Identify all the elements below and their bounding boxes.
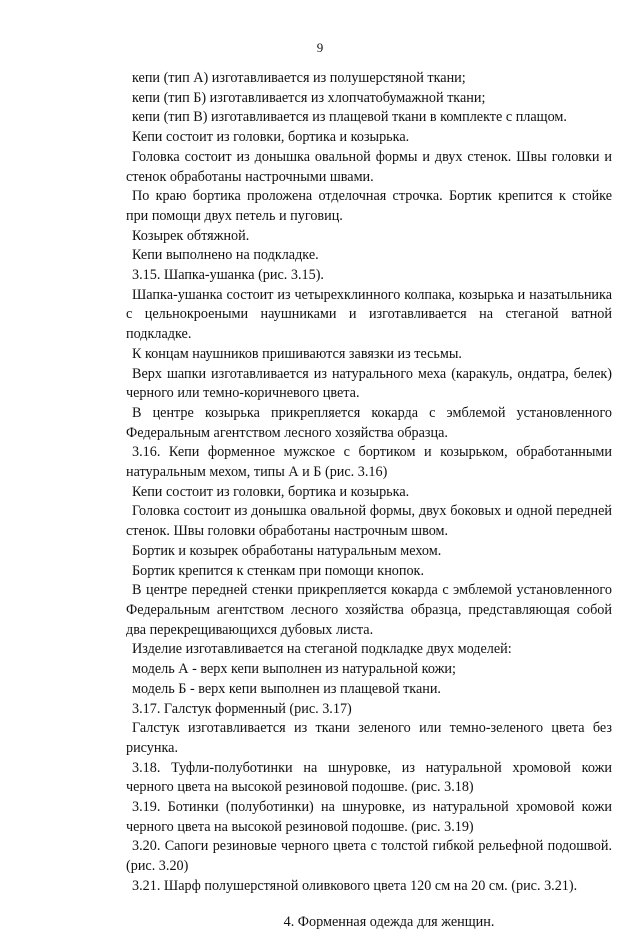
paragraph: Головка состоит из донышка овальной формы, двух боковых и одной передней стенок. Швы головки обработаны настрочным швом. bbox=[126, 503, 612, 540]
paragraph: Головка состоит из донышка овальной формы и двух стенок. Швы головки и стенок обработаны настрочными швами. bbox=[126, 148, 612, 185]
paragraph: кепи (тип В) изготавливается из плащевой ткани в комплекте с плащом. bbox=[132, 109, 567, 126]
paragraph: По краю бортика проложена отделочная строчка. Бортик крепится к стойке при помощи двух петель и пуговиц. bbox=[126, 188, 612, 224]
document-body bbox=[126, 69, 612, 932]
paragraph: кепи (тип Б) изготавливается из хлопчатобумажной ткани; bbox=[132, 89, 486, 106]
paragraph: Бортик крепится к стенкам при помощи кнопок. bbox=[132, 562, 425, 579]
list-item: модель А - верх кепи выполнен из натуральной кожи; bbox=[132, 661, 456, 678]
subsection-heading: 3.20. Сапоги резиновые черного цвета с толстой гибкой рельефной подошвой. (рис. 3.20) bbox=[126, 838, 612, 875]
subsection-heading: 3.17. Галстук форменный (рис. 3.17) bbox=[132, 700, 352, 717]
subsection-heading: 3.16. Кепи форменное мужское с бортиком и козырьком, обработанными натуральным мехом, типы А и Б (рис. 3.16) bbox=[126, 444, 612, 481]
page-number: 9 bbox=[316, 40, 324, 55]
paragraph: В центре козырька прикрепляется кокарда с эмблемой установленного Федеральным агентством лесного хозяйства образца. bbox=[126, 404, 612, 441]
paragraph: Кепи состоит из головки, бортика и козырька. bbox=[132, 483, 410, 500]
section-heading: 4. Форменная одежда для женщин. bbox=[283, 913, 495, 930]
subsection-heading: 3.19. Ботинки (полуботинки) на шнуровке, из натуральной хромовой кожи черного цвета на высокой резиновой подошве. (рис. 3.19) bbox=[126, 799, 612, 835]
subsection-heading: 3.21. Шарф полушерстяной оливкового цвета 120 см на 20 см. (рис. 3.21). bbox=[132, 877, 578, 894]
paragraph: Козырек обтяжной. bbox=[132, 227, 250, 244]
paragraph: Бортик и козырек обработаны натуральным мехом. bbox=[132, 542, 442, 559]
paragraph: Кепи выполнено на подкладке. bbox=[132, 247, 319, 264]
paragraph: К концам наушников пришиваются завязки из тесьмы. bbox=[132, 345, 462, 362]
subsection-heading: 3.15. Шапка-ушанка (рис. 3.15). bbox=[132, 267, 324, 284]
paragraph: В центре передней стенки прикрепляется кокарда с эмблемой установленного Федеральным агентством лесного хозяйства образца, представляющая собой два перекрещивающихся дубовых листа. bbox=[126, 582, 612, 638]
paragraph: Кепи состоит из головки, бортика и козырька. bbox=[132, 129, 410, 146]
paragraph: Галстук изготавливается из ткани зеленого или темно-зеленого цвета без рисунка. bbox=[126, 720, 612, 756]
paragraph: Изделие изготавливается на стеганой подкладке двух моделей: bbox=[132, 641, 512, 658]
list-item: модель Б - верх кепи выполнен из плащевой ткани. bbox=[132, 680, 441, 697]
paragraph: Шапка-ушанка состоит из четырехклинного колпака, козырька и назатыльника с цельнокроеными наушниками и изготавливается на стеганой ватной подкладке. bbox=[126, 286, 612, 343]
paragraph: Верх шапки изготавливается из натурального меха (каракуль, ондатра, белек) черного или темно-коричневого цвета. bbox=[126, 365, 612, 402]
subsection-heading: 3.18. Туфли-полуботинки на шнуровке, из натуральной хромовой кожи черного цвета на высокой резиновой подошве. (рис. 3.18) bbox=[126, 759, 612, 796]
paragraph: кепи (тип А) изготавливается из полушерстяной ткани; bbox=[132, 70, 466, 86]
